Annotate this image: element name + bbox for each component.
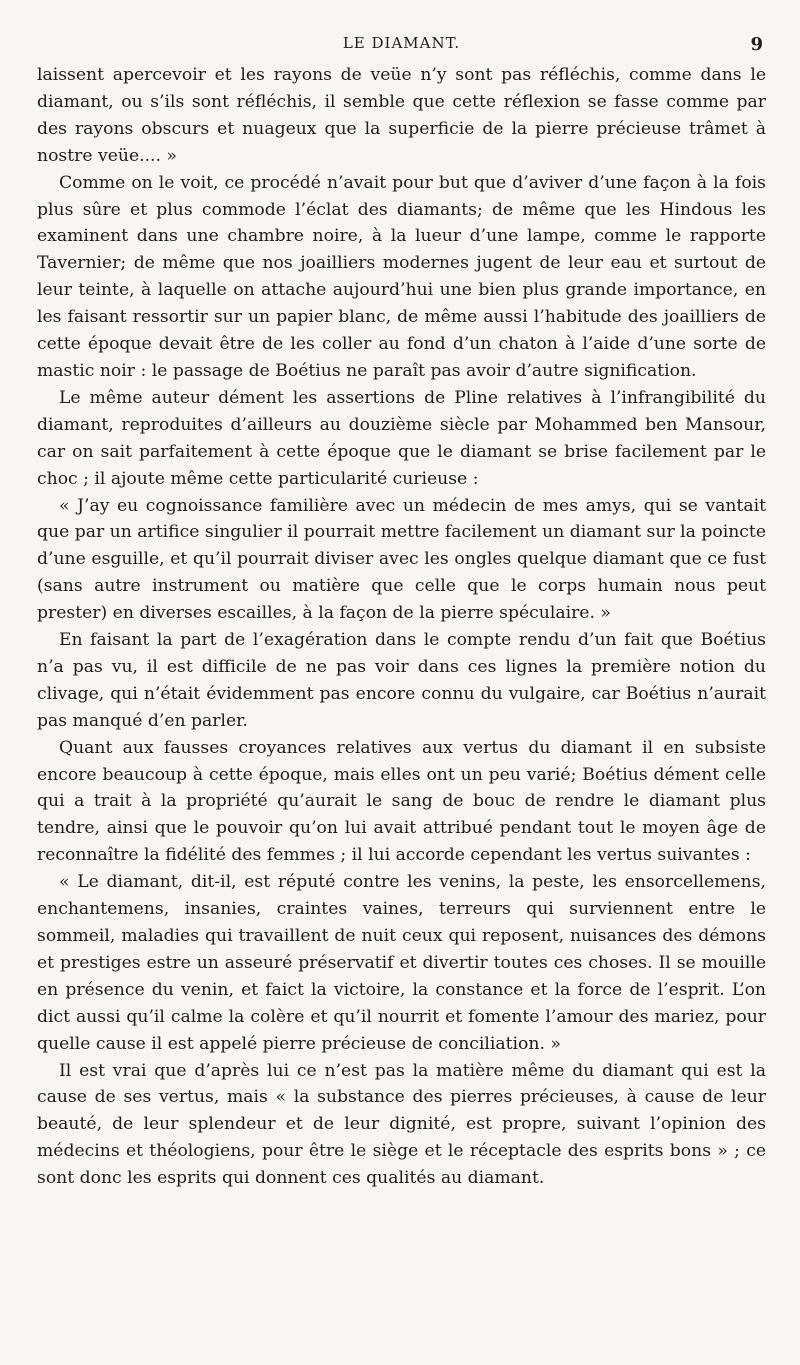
paragraph: Il est vrai que d’après lui ce n’est pas la matière même du diamant qui est la cause de ses vertus, mais « la substance des pierres précieuses, à cause de leur beauté, de leur splendeur et de leur dignité, est propre, suivant l’opinion des médecins et théologiens, pour être le siège et le réceptacle des esprits bons » ; ce sont donc les esprits qui donnent ces qualités au diamant. [37, 1060, 766, 1189]
page-number: 9 [750, 34, 764, 55]
running-header [37, 34, 766, 62]
paragraph: Le même auteur dément les assertions de Pline relatives à l’infrangibilité du diamant, reproduites d’ailleurs au douzième siècle par Mohammed ben Mansour, car on sait parfaitement à cette époque que le diamant se brise facilement par le choc ; il ajoute même cette particularité curieuse : [37, 387, 766, 489]
quotation-paragraph: « J’ay eu cognoissance familière avec un médecin de mes amys, qui se vantait que par un artifice singulier il pourrait mettre facilement un diamant sur la poincte d’une esguille, et qu’il pourrait diviser avec les ongles quelque diamant que ce fust (sans autre instrument ou matière que celle que le corps humain nous peut prester) en diverses escailles, à la façon de la pierre spéculaire. » [37, 495, 766, 624]
paragraph: Quant aux fausses croyances relatives aux vertus du diamant il en subsiste encore beaucoup à cette époque, mais elles ont un peu varié; Boétius dément celle qui a trait à la propriété qu’aurait le sang de bouc de rendre le diamant plus tendre, ainsi que le pouvoir qu’on lui avait attribué pendant tout le moyen âge de reconnaître la fidélité des femmes ; il lui accorde cependant les vertus suivantes : [37, 737, 766, 866]
paragraph: Comme on le voit, ce procédé n’avait pour but que d’aviver d’une façon à la fois plus sûre et plus commode l’éclat des diamants; de même que les Hindous les examinent dans une chambre noire, à la lueur d’une lampe, comme le rapporte Tavernier; de même que nos joailliers modernes jugent de leur eau et surtout de leur teinte, à laquelle on attache aujourd’hui une bien plus grande importance, en les faisant ressortir sur un papier blanc, de même aussi l’habitude des joailliers de cette époque devait être de les coller au fond d’un chaton à l’aide d’une sorte de mastic noir : le passage de Boétius ne paraît pas avoir d’autre signification. [37, 172, 766, 381]
quotation-paragraph: « Le diamant, dit-il, est réputé contre les venins, la peste, les ensorcellemens, enchantemens, insanies, craintes vaines, terreurs qui surviennent entre le sommeil, maladies qui travaillent de nuit ceux qui reposent, nuisances des démons et prestiges estre un asseuré préservatif et divertir toutes ces choses. Il se mouille en présence du venin, et faict la victoire, la constance et la force de l’esprit. L’on dict aussi qu’il calme la colère et qu’il nourrit et fomente l’amour des mariez, pour quelle cause il est appelé pierre précieuse de conciliation. » [37, 872, 766, 1054]
paragraph-continuation: laissent apercevoir et les rayons de veüe n’y sont pas réfléchis, comme dans le diamant, ou s’ils sont réfléchis, il semble que cette réflexion se fasse comme par des rayons obscurs et nuageux que la superficie de la pierre précieuse trâmet à nostre veüe.... » [37, 65, 766, 166]
running-title: LE DIAMANT. [342, 34, 461, 52]
body-text [37, 62, 766, 1192]
paragraph: En faisant la part de l’exagération dans le compte rendu d’un fait que Boétius n’a pas vu, il est difficile de ne pas voir dans ces lignes la première notion du clivage, qui n’était évidemment pas encore connu du vulgaire, car Boétius n’aurait pas manqué d’en parler. [37, 630, 766, 731]
